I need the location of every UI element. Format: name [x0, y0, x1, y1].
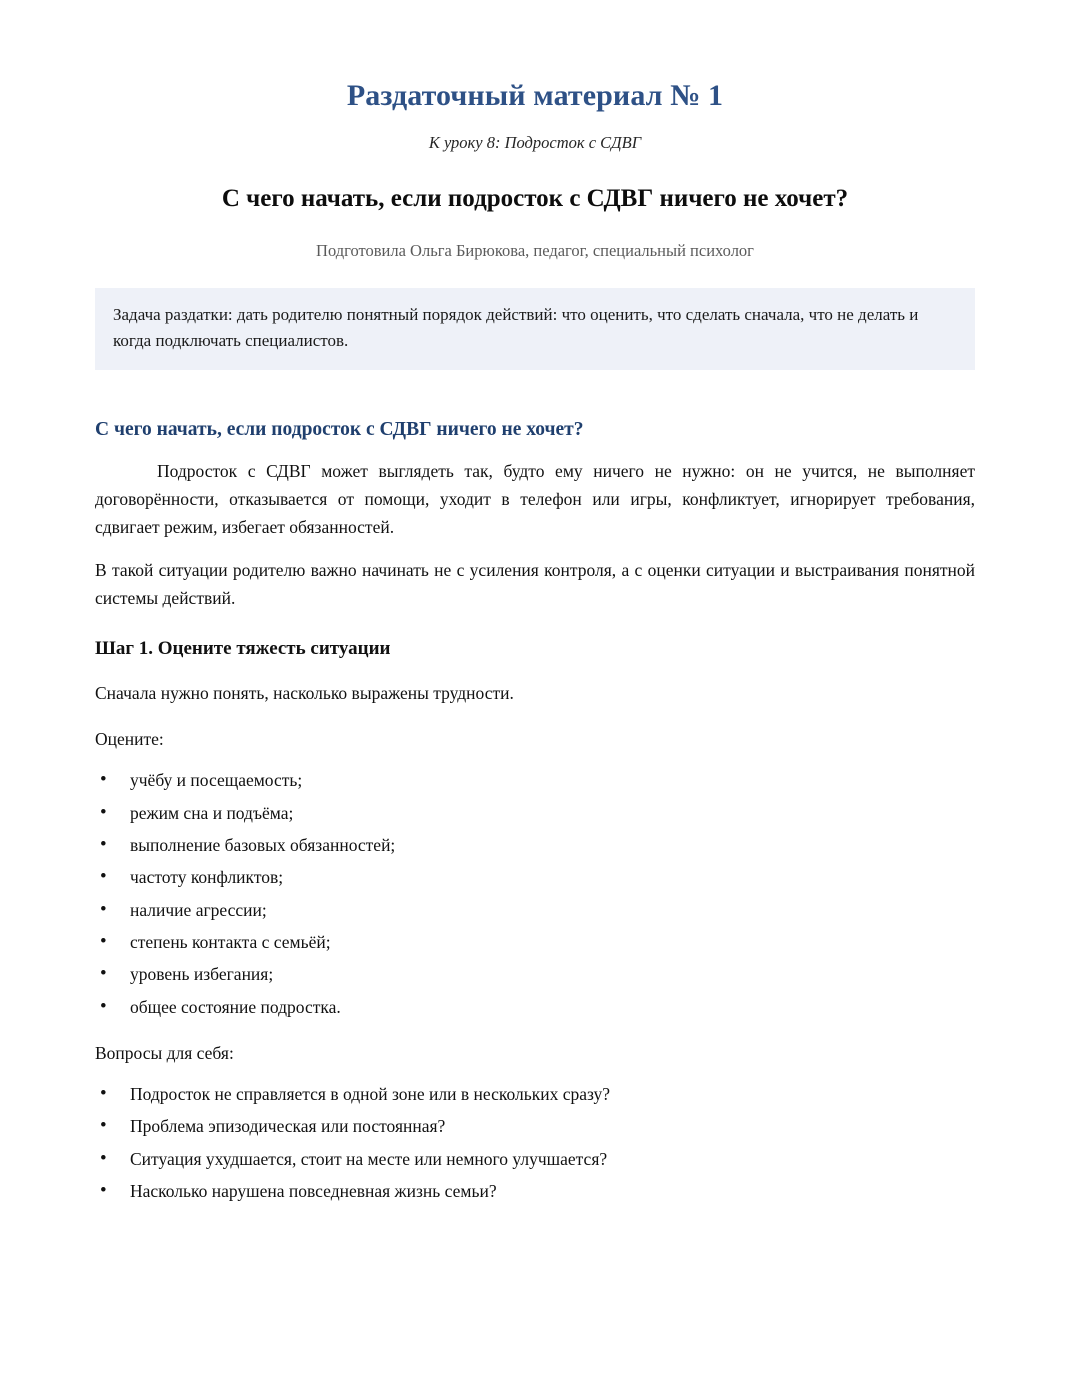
purpose-callout-box [95, 288, 975, 371]
document-subtitle: К уроку 8: Подросток с СДВГ [428, 133, 642, 152]
questions-list-label: Вопросы для себя: [95, 1042, 234, 1063]
step-1-intro: Сначала нужно понять, насколько выражены трудности. [95, 683, 514, 704]
section-paragraph-1: Подросток с СДВГ может выглядеть так, будто ему ничего не нужно: он не учится, не выполняет договорённости, отказывается от помощи, уходит в телефон или игры, конфликтует, игнорирует требования, сдвигает режим, избегает обязанностей. [95, 460, 975, 538]
list-item: • Проблема эпизодическая или постоянная? [95, 1112, 975, 1140]
list-item: • наличие агрессии; [95, 896, 975, 924]
purpose-callout-text: Задача раздатки: дать родителю понятный порядок действий: что оценить, что сделать сначала, что не делать и когда подключать специалистов. [113, 304, 919, 351]
list-item: • Насколько нарушена повседневная жизнь семьи? [95, 1177, 975, 1205]
list-item: • степень контакта с семьёй; [95, 928, 975, 956]
document-main-heading: С чего начать, если подросток с СДВГ ничего не хочет? [221, 184, 849, 212]
assess-list-label: Оцените: [95, 729, 164, 750]
list-item: • частоту конфликтов; [95, 863, 975, 891]
document-title: Раздаточный материал № 1 [346, 79, 724, 112]
list-item: • уровень избегания; [95, 960, 975, 988]
list-item: • Подросток не справляется в одной зоне или в нескольких сразу? [95, 1080, 975, 1108]
document-author-line: Подготовила Ольга Бирюкова, педагог, специальный психолог [316, 241, 754, 261]
list-item: • общее состояние подростка. [95, 993, 975, 1021]
section-heading: С чего начать, если подросток с СДВГ ничего не хочет? [95, 419, 584, 441]
list-item: • учёбу и посещаемость; [95, 766, 975, 794]
list-item: • режим сна и подъёма; [95, 799, 975, 827]
list-item: • выполнение базовых обязанностей; [95, 831, 975, 859]
assess-list [95, 766, 975, 1021]
list-item: • Ситуация ухудшается, стоит на месте или немного улучшается? [95, 1145, 975, 1173]
questions-list [95, 1080, 975, 1205]
step-1-heading: Шаг 1. Оцените тяжесть ситуации [95, 637, 391, 659]
section-paragraph-2: В такой ситуации родителю важно начинать не с усиления контроля, а с оценки ситуации и выстраивания понятной системы действий. [95, 559, 975, 609]
